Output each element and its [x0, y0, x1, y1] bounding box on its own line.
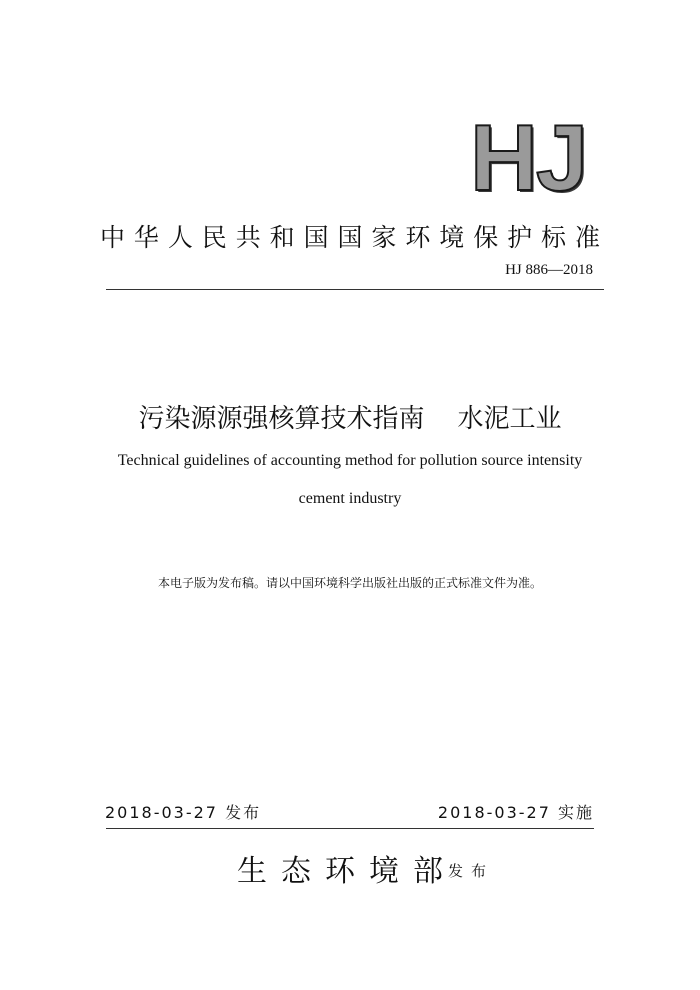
- issue-date: 2018-03-27 发布: [105, 803, 262, 822]
- standard-number: HJ 886—2018: [505, 262, 593, 278]
- document-title-english-line2: cement industry: [298, 490, 402, 507]
- issuing-authority: 生态环境部: [237, 854, 457, 889]
- document-title-english-line1: Technical guidelines of accounting method for pollution source intensity: [117, 452, 583, 469]
- footer-divider: [106, 828, 594, 829]
- issue-label: 发布: [448, 862, 495, 880]
- header-divider: [106, 289, 604, 290]
- national-standard-heading: 中华人民共和国国家环境保护标准: [100, 223, 600, 252]
- hj-logo-text: HJ: [470, 118, 587, 198]
- electronic-version-notice: 本电子版为发布稿。请以中国环境科学出版社出版的正式标准文件为准。: [157, 576, 542, 590]
- document-title-chinese: 污染源源强核算技术指南 水泥工业: [138, 404, 562, 434]
- implementation-date: 2018-03-27 实施: [437, 803, 594, 822]
- hj-logo: [470, 118, 600, 198]
